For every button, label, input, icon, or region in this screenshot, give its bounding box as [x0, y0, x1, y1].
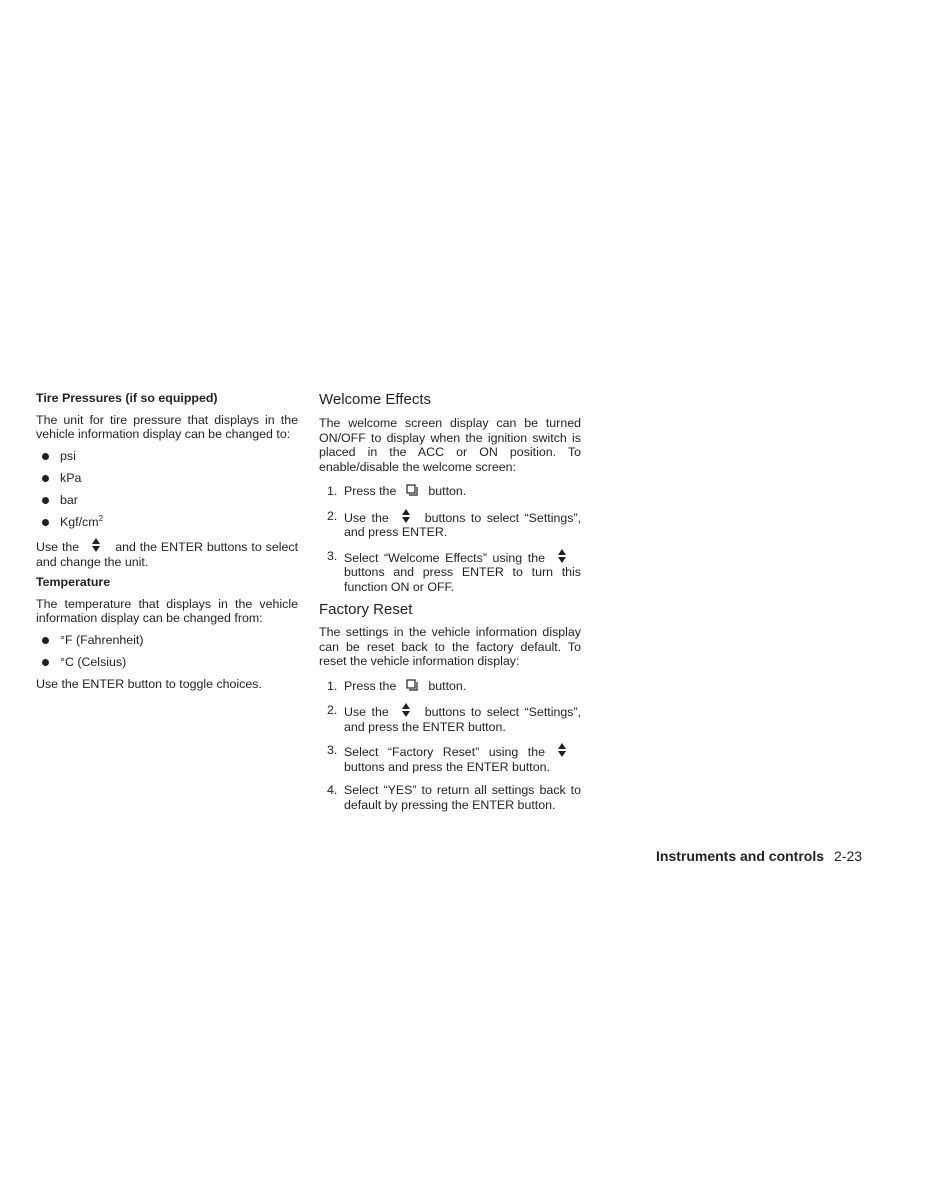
tire-use-instructions: Use the and the ENTER buttons to select and change the unit.: [36, 540, 299, 569]
bullet-icon: [42, 637, 49, 644]
list-item: 3. Select “Factory Reset” using the buttons and press the ENTER button.: [319, 743, 581, 774]
list-item: kPa: [36, 471, 298, 486]
list-item: bar: [36, 493, 298, 508]
temperature-toggle-note: Use the ENTER button to toggle choices.: [36, 677, 262, 691]
menu-button-icon: [406, 484, 418, 500]
bullet-icon: [42, 497, 49, 504]
bullet-icon: [42, 519, 49, 526]
page-number: 2-23: [834, 848, 863, 864]
superscript: 2: [98, 513, 104, 523]
temperature-unit-list: [36, 633, 298, 670]
list-item: 2. Use the buttons to select “Settings”, and press the ENTER button.: [327, 703, 582, 734]
list-item: 2. Use the buttons to select “Settings”, and press ENTER.: [327, 508, 582, 539]
bullet-icon: [42, 475, 49, 482]
left-column: [36, 391, 298, 692]
bullet-icon: [42, 659, 49, 666]
list-item: psi: [36, 449, 298, 464]
list-item: 4. Select “YES” to return all settings back to default by pressing the ENTER button.: [327, 783, 581, 812]
list-item: °C (Celsius): [36, 655, 298, 670]
welcome-steps: [319, 484, 581, 594]
right-column: [319, 391, 581, 812]
welcome-effects-intro: The welcome screen display can be turned ON/OFF to display when the ignition switch is placed in the ACC or ON position. To enable/disable the welcome screen:: [319, 416, 581, 474]
up-down-arrow-icon: [91, 538, 101, 554]
bullet-icon: [42, 453, 49, 460]
up-down-arrow-icon: [557, 549, 567, 565]
tire-pressures-intro: The unit for tire pressure that displays in the vehicle information display can be changed to:: [36, 412, 298, 441]
section-title: Instruments and controls: [656, 848, 825, 864]
factory-reset-steps: [319, 679, 581, 813]
up-down-arrow-icon: [557, 743, 567, 759]
list-item: Kgf/$cm^2$: [36, 515, 298, 530]
page-footer: [656, 849, 862, 864]
tire-pressures-heading: Tire Pressures (if so equipped): [36, 391, 218, 405]
welcome-effects-heading: Welcome Effects: [319, 391, 431, 408]
factory-reset-heading: Factory Reset: [319, 601, 413, 618]
up-down-arrow-icon: [401, 703, 411, 719]
temperature-intro: The temperature that displays in the vehicle information display can be changed from:: [36, 596, 298, 625]
list-item: °F (Fahrenheit): [36, 633, 298, 648]
factory-reset-intro: The settings in the vehicle information display can be reset back to the factory default. To reset the vehicle information display:: [319, 625, 581, 668]
temperature-heading: Temperature: [36, 575, 111, 589]
list-item: 1. Press the button.: [327, 484, 467, 499]
list-item: 1. Press the button.: [327, 678, 467, 693]
list-item: 3. Select “Welcome Effects” using the buttons and press ENTER to turn this function ON or OFF.: [327, 548, 581, 594]
tire-unit-list: [36, 449, 298, 530]
menu-button-icon: [406, 679, 418, 695]
up-down-arrow-icon: [401, 509, 411, 525]
